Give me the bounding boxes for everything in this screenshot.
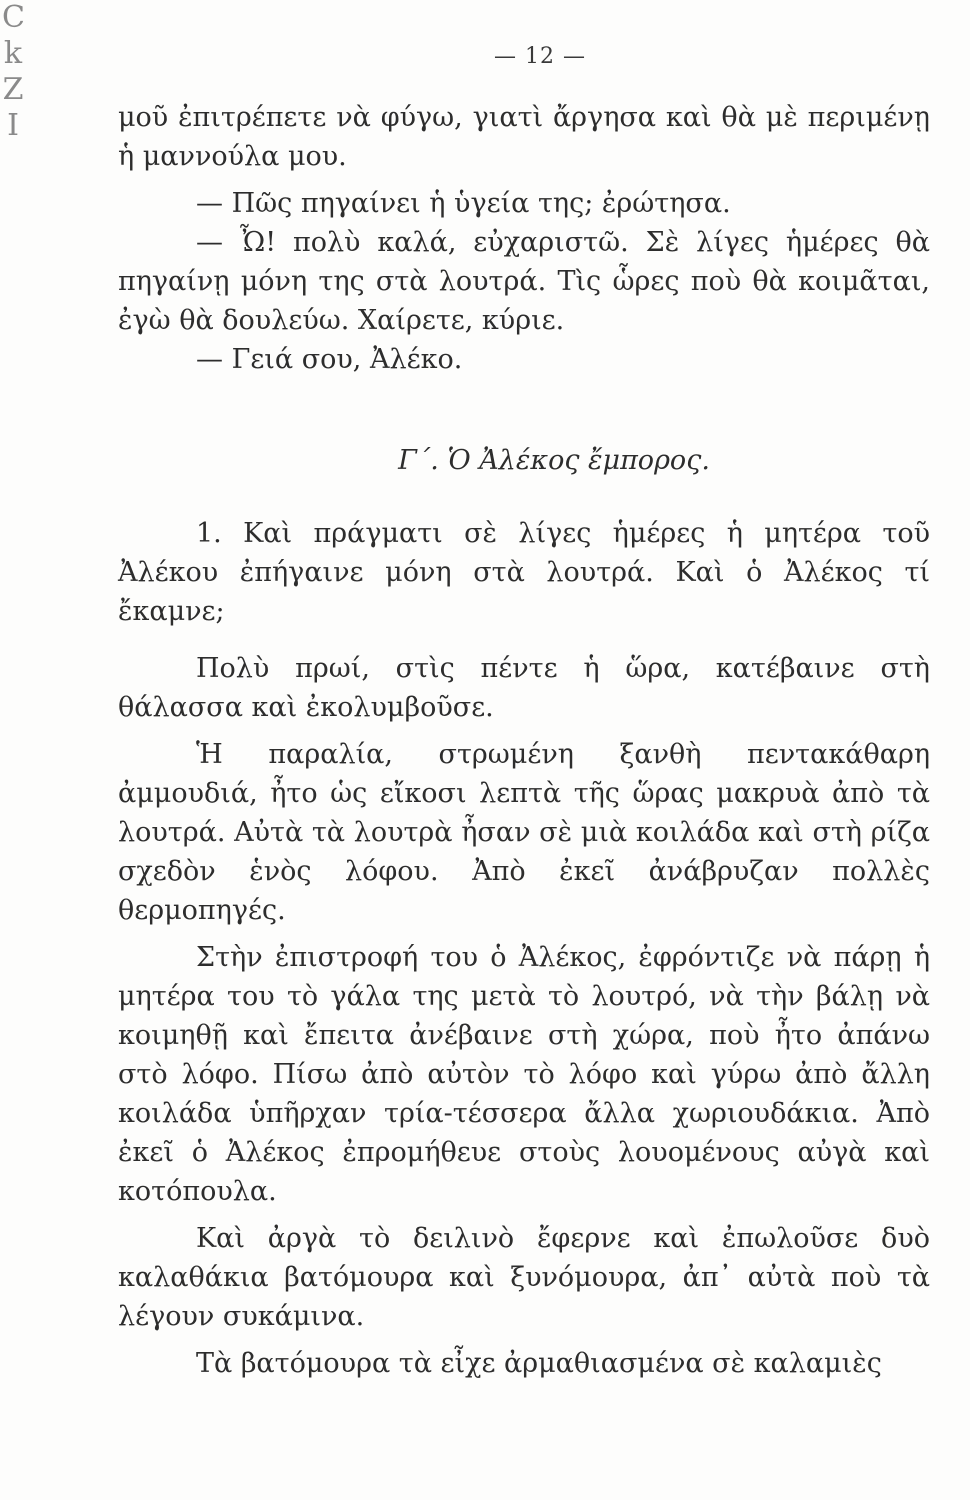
margin-handwritten-mark [2,0,24,144]
paragraph: μοῦ ἐπιτρέπετε νὰ φύγω, γιατὶ ἄργησα καὶ θὰ μὲ περιμένῃ ἡ μαννούλα μου. [118,102,930,172]
paragraph: Τὰ βατόμουρα τὰ εἶχε ἀρμαθιασμένα σὲ καλαμιὲς [196,1348,882,1379]
paragraph: Καὶ ἀργὰ τὸ δειλινὸ ἔφερνε καὶ ἐπωλοῦσε δυὸ καλαθάκια βατόμουρα καὶ ξυνόμουρα, ἀπ᾿ αὐτὰ ποὺ τὰ λέγουν συκάμινα. [118,1223,930,1332]
paragraph: Ἡ παραλία, στρωμένη ξανθὴ πεντακάθαρη ἀμμουδιά, ἦτο ὡς εἴκοσι λεπτὰ τῆς ὥρας μακρυὰ ἀπὸ τὰ λουτρά. Αὐτὰ τὰ λουτρὰ ἦσαν σὲ μιὰ κοιλάδα καὶ στὴ ρίζα σχεδὸν ἑνὸς λόφου. Ἀπὸ ἐκεῖ ἀνάβρυζαν πολλὲς θερμοπηγές. [118,739,930,926]
page-number: — 12 — [494,44,586,69]
paragraph: Πολὺ πρωί, στὶς πέντε ἡ ὥρα, κατέβαινε στὴ θάλασσα καὶ ἐκολυμβοῦσε. [118,653,930,723]
paragraph: — Γειά σου, Ἀλέκο. [196,344,463,375]
margin-mark-char: C [2,0,25,35]
paragraph: — Ὦ! πολὺ καλά, εὐχαριστῶ. Σὲ λίγες ἡμέρες θὰ πηγαίνῃ μόνη της στὰ λουτρά. Τὶς ὧρες ποὺ θὰ κοιμᾶται, ἐγὼ θὰ δουλεύω. Χαίρετε, κύριε. [118,227,930,336]
margin-mark-char: k [3,36,23,71]
paragraph: 1. Καὶ πράγματι σὲ λίγες ἡμέρες ἡ μητέρα τοῦ Ἀλέκου ἐπήγαινε μόνη στὰ λουτρά. Καὶ ὁ Ἀλέκος τί ἔκαμνε; [118,518,930,627]
body-text [118,98,930,1383]
margin-mark-char: I [7,108,19,143]
margin-mark-char: Z [2,72,24,107]
paragraph: Στὴν ἐπιστροφή του ὁ Ἀλέκος, ἐφρόντιζε νὰ πάρῃ ἡ μητέρα του τὸ γάλα της μετὰ τὸ λουτρό, νὰ τὴν βάλῃ νὰ κοιμηθῇ καὶ ἔπειτα ἀνέβαινε στὴ χώρα, ποὺ ἦτο ἀπάνω στὸ λόφο. Πίσω ἀπὸ αὐτὸν τὸ λόφο καὶ γύρω ἀπὸ ἄλλη κοιλάδα ὑπῆρχαν τρία-τέσσερα ἄλλα χωριουδάκια. Ἀπὸ ἐκεῖ ὁ Ἀλέκος ἐπρομήθευε στοὺς λουομένους αὐγὰ καὶ κοτόπουλα. [118,942,930,1207]
section-heading: Γ΄. Ὁ Ἀλέκος ἔμπορος. [398,445,710,476]
paragraph: — Πῶς πηγαίνει ἡ ὑγεία της; ἐρώτησα. [196,188,731,219]
